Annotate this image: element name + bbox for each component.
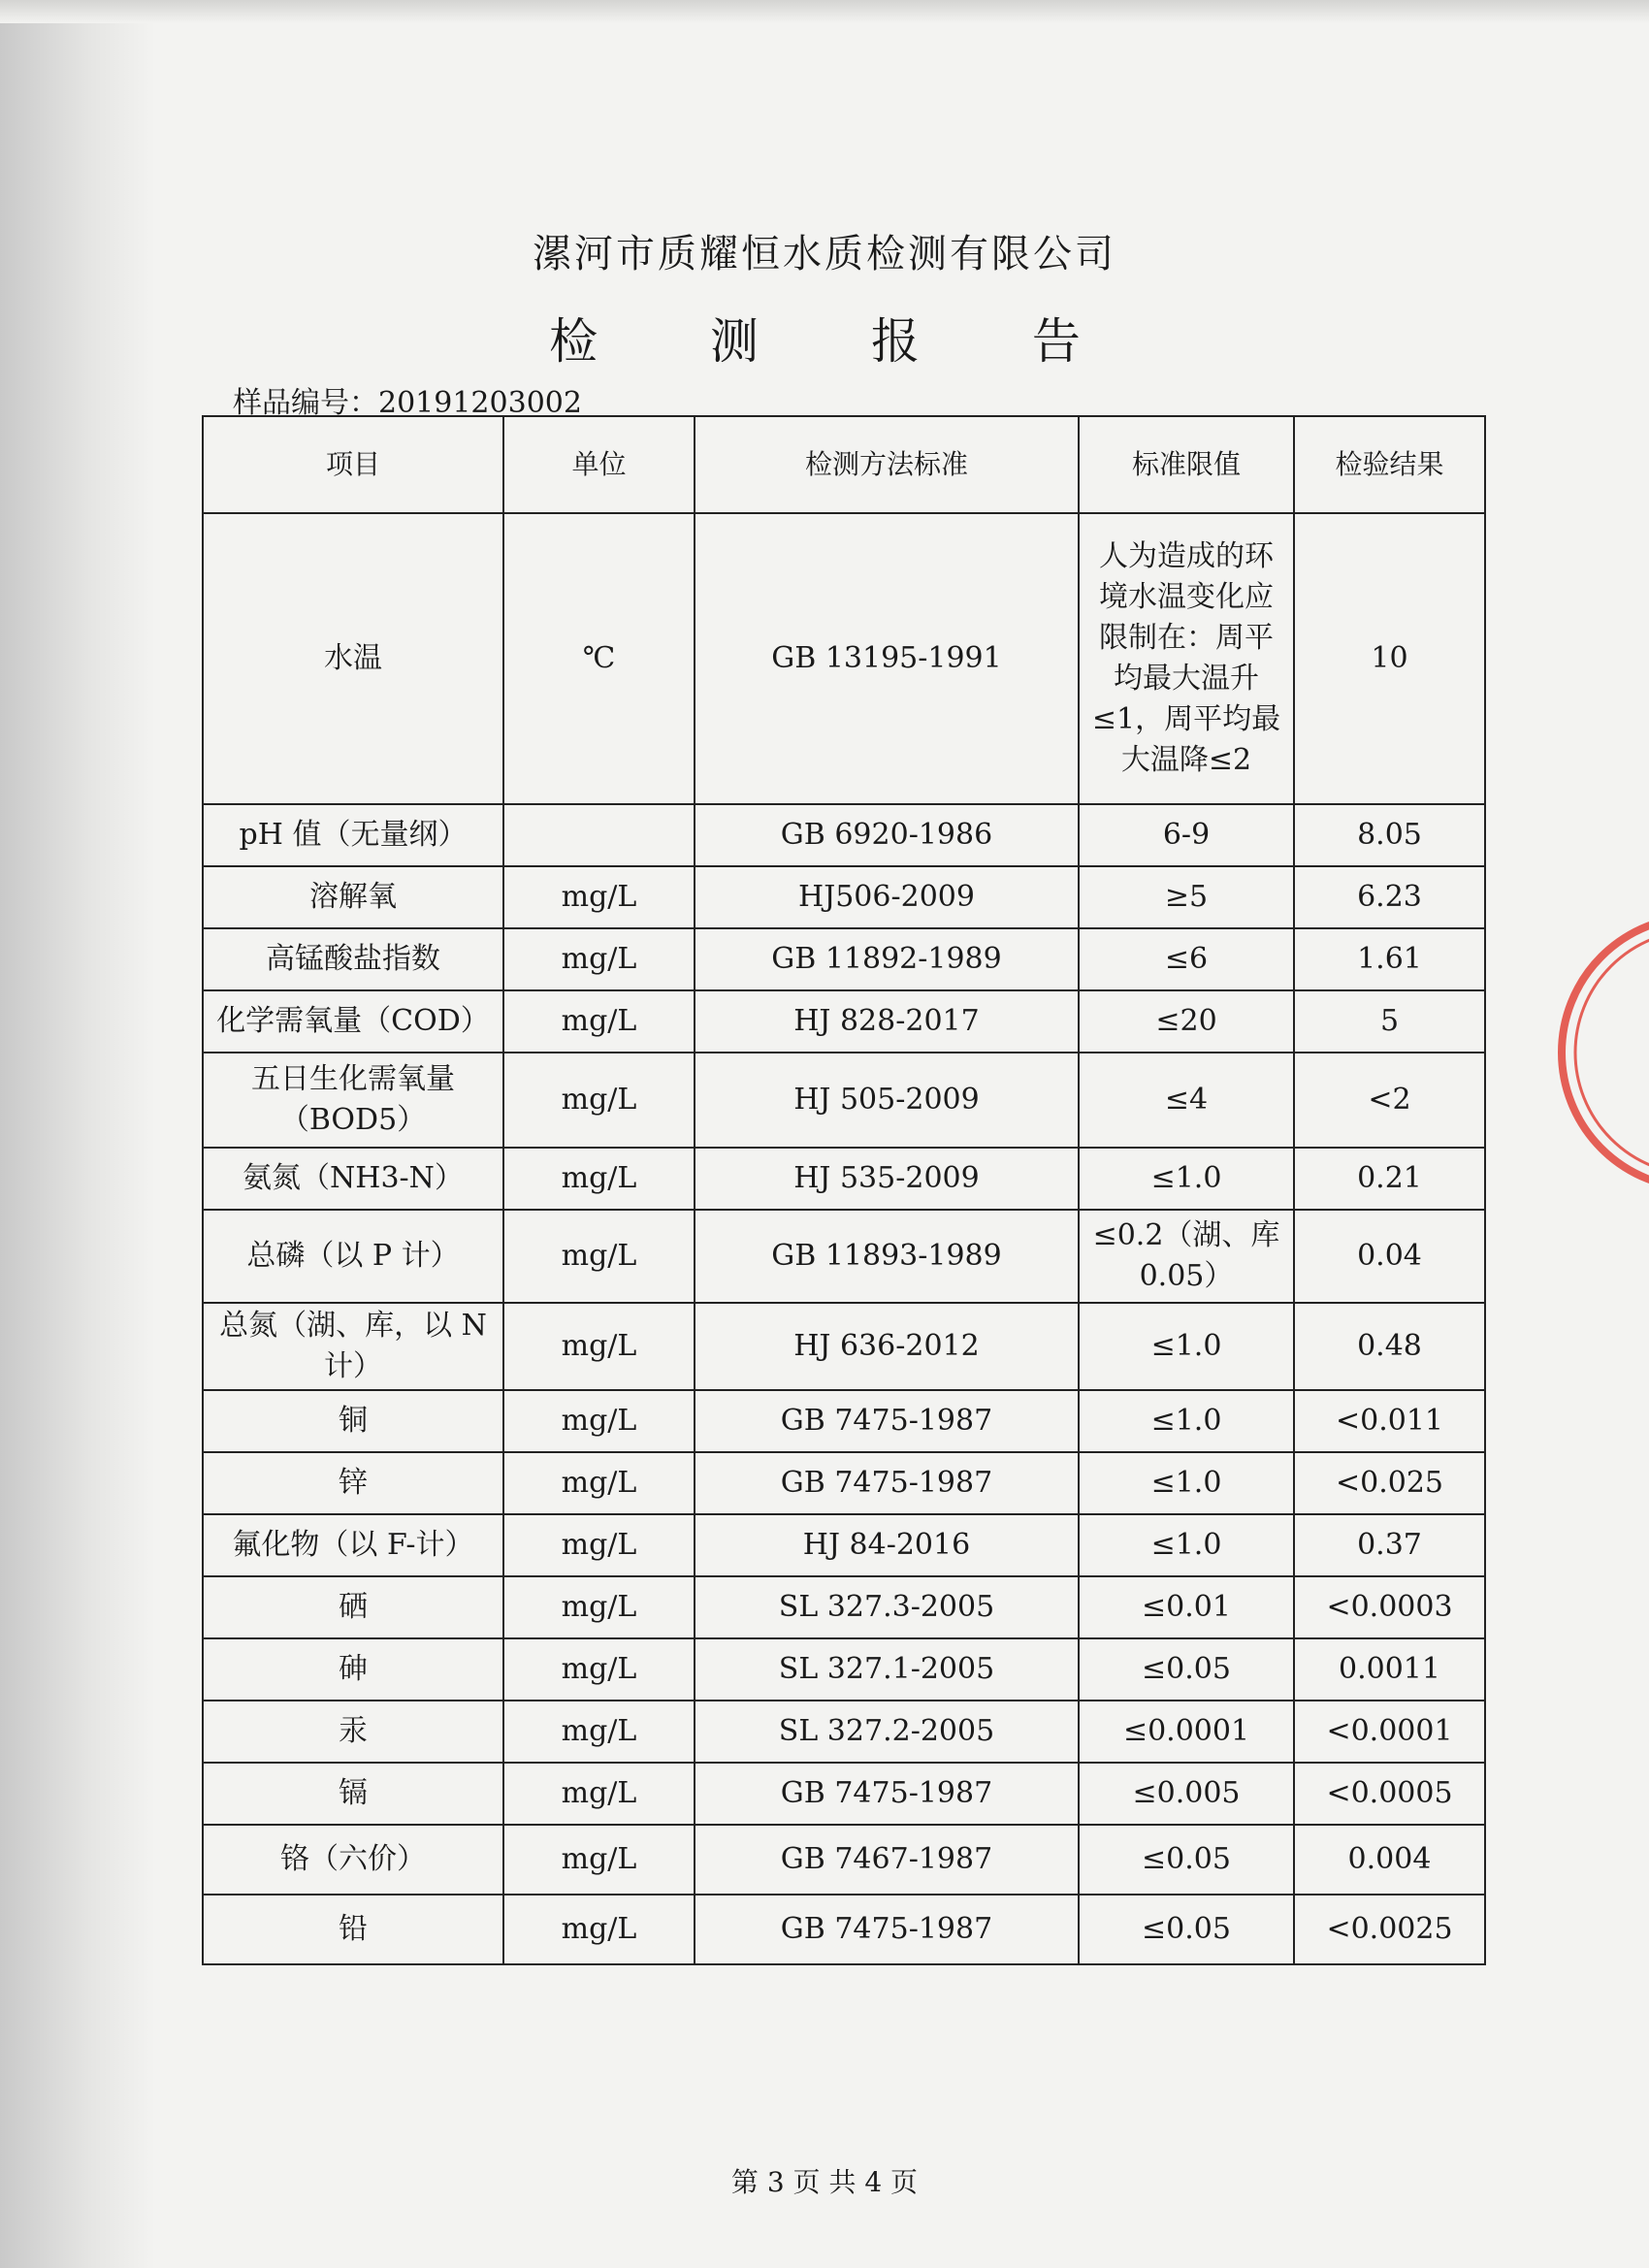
cell-limit: 6-9 xyxy=(1079,804,1294,866)
cell-method: GB 11892-1989 xyxy=(695,928,1079,990)
test-results-table xyxy=(202,415,1486,1965)
cell-result: 0.04 xyxy=(1294,1210,1485,1303)
cell-unit: mg/L xyxy=(503,1701,695,1763)
cell-limit: ≤1.0 xyxy=(1079,1303,1294,1390)
cell-item: 铅 xyxy=(203,1895,503,1964)
cell-result: 0.37 xyxy=(1294,1514,1485,1576)
table-row xyxy=(203,804,1485,866)
cell-result: 0.004 xyxy=(1294,1825,1485,1895)
cell-method: GB 11893-1989 xyxy=(695,1210,1079,1303)
cell-method: HJ 636-2012 xyxy=(695,1303,1079,1390)
cell-method: HJ 535-2009 xyxy=(695,1148,1079,1210)
cell-result: 8.05 xyxy=(1294,804,1485,866)
cell-limit: ≤1.0 xyxy=(1079,1148,1294,1210)
cell-item: 铜 xyxy=(203,1390,503,1452)
sample-number-label: 样品编号： xyxy=(233,386,378,420)
cell-result: 10 xyxy=(1294,513,1485,804)
cell-item: 高锰酸盐指数 xyxy=(203,928,503,990)
cell-item: 汞 xyxy=(203,1701,503,1763)
cell-method: HJ 505-2009 xyxy=(695,1053,1079,1148)
header-limit: 标准限值 xyxy=(1079,416,1294,513)
cell-item: 总磷（以 P 计） xyxy=(203,1210,503,1303)
table-row xyxy=(203,1638,1485,1701)
cell-limit: ≥5 xyxy=(1079,866,1294,928)
cell-unit: mg/L xyxy=(503,1825,695,1895)
cell-method: SL 327.1-2005 xyxy=(695,1638,1079,1701)
red-seal-stamp xyxy=(1552,907,1649,1198)
cell-method: GB 7475-1987 xyxy=(695,1390,1079,1452)
cell-limit: ≤0.05 xyxy=(1079,1638,1294,1701)
cell-method: HJ 828-2017 xyxy=(695,990,1079,1053)
cell-item: 溶解氧 xyxy=(203,866,503,928)
cell-limit: ≤1.0 xyxy=(1079,1514,1294,1576)
cell-item: 氨氮（NH3-N） xyxy=(203,1148,503,1210)
cell-result: <0.0005 xyxy=(1294,1763,1485,1825)
cell-unit: mg/L xyxy=(503,1638,695,1701)
table-row xyxy=(203,1210,1485,1303)
cell-method: HJ506-2009 xyxy=(695,866,1079,928)
cell-result: 1.61 xyxy=(1294,928,1485,990)
table-header-row xyxy=(203,416,1485,513)
cell-unit: mg/L xyxy=(503,1053,695,1148)
cell-limit: ≤0.005 xyxy=(1079,1763,1294,1825)
company-name: 漯河市质耀恒水质检测有限公司 xyxy=(533,232,1116,276)
table-row xyxy=(203,1514,1485,1576)
cell-method: GB 7467-1987 xyxy=(695,1825,1079,1895)
cell-limit: ≤0.0001 xyxy=(1079,1701,1294,1763)
cell-unit xyxy=(503,804,695,866)
table-row xyxy=(203,1895,1485,1964)
cell-item: 铬（六价） xyxy=(203,1825,503,1895)
table-row xyxy=(203,866,1485,928)
report-title: 检 测 报 告 xyxy=(549,313,1129,370)
cell-unit: mg/L xyxy=(503,1210,695,1303)
sample-number-value: 20191203002 xyxy=(378,386,582,420)
cell-limit: ≤1.0 xyxy=(1079,1452,1294,1514)
page-number: 第 3 页 共 4 页 xyxy=(730,2166,919,2198)
cell-method: GB 13195-1991 xyxy=(695,513,1079,804)
table-row xyxy=(203,1053,1485,1148)
cell-unit: ℃ xyxy=(503,513,695,804)
cell-item: 总氮（湖、库，以 N 计） xyxy=(203,1303,503,1390)
seal-inner-ring xyxy=(1575,930,1649,1175)
cell-result: 0.21 xyxy=(1294,1148,1485,1210)
header-item: 项目 xyxy=(203,416,503,513)
cell-limit: ≤20 xyxy=(1079,990,1294,1053)
table-row xyxy=(203,928,1485,990)
cell-item: 水温 xyxy=(203,513,503,804)
cell-method: HJ 84-2016 xyxy=(695,1514,1079,1576)
table-row xyxy=(203,1148,1485,1210)
cell-unit: mg/L xyxy=(503,1576,695,1638)
cell-result: <0.025 xyxy=(1294,1452,1485,1514)
table-row xyxy=(203,1452,1485,1514)
cell-item: 氟化物（以 F-计） xyxy=(203,1514,503,1576)
cell-limit: ≤0.2（湖、库0.05） xyxy=(1079,1210,1294,1303)
cell-result: <0.0003 xyxy=(1294,1576,1485,1638)
cell-result: 5 xyxy=(1294,990,1485,1053)
cell-result: <0.0001 xyxy=(1294,1701,1485,1763)
cell-limit: ≤1.0 xyxy=(1079,1390,1294,1452)
cell-item: 砷 xyxy=(203,1638,503,1701)
cell-unit: mg/L xyxy=(503,1148,695,1210)
cell-result: 0.0011 xyxy=(1294,1638,1485,1701)
header-method: 检测方法标准 xyxy=(695,416,1079,513)
cell-method: SL 327.2-2005 xyxy=(695,1701,1079,1763)
cell-limit: ≤0.01 xyxy=(1079,1576,1294,1638)
table-row xyxy=(203,1390,1485,1452)
scan-top-shadow xyxy=(0,0,1649,23)
cell-item: 锌 xyxy=(203,1452,503,1514)
cell-unit: mg/L xyxy=(503,1452,695,1514)
cell-unit: mg/L xyxy=(503,928,695,990)
cell-unit: mg/L xyxy=(503,1390,695,1452)
cell-unit: mg/L xyxy=(503,1303,695,1390)
table-row xyxy=(203,1576,1485,1638)
cell-item: 化学需氧量（COD） xyxy=(203,990,503,1053)
cell-method: GB 7475-1987 xyxy=(695,1895,1079,1964)
table-row xyxy=(203,1763,1485,1825)
cell-unit: mg/L xyxy=(503,1514,695,1576)
table-row xyxy=(203,1303,1485,1390)
table-row xyxy=(203,513,1485,804)
cell-limit: ≤6 xyxy=(1079,928,1294,990)
cell-item: 五日生化需氧量（BOD5） xyxy=(203,1053,503,1148)
cell-limit: ≤0.05 xyxy=(1079,1895,1294,1964)
table-row xyxy=(203,1701,1485,1763)
cell-unit: mg/L xyxy=(503,990,695,1053)
table-row xyxy=(203,990,1485,1053)
table-row xyxy=(203,1825,1485,1895)
cell-limit: ≤4 xyxy=(1079,1053,1294,1148)
cell-result: 0.48 xyxy=(1294,1303,1485,1390)
cell-method: GB 6920-1986 xyxy=(695,804,1079,866)
header-unit: 单位 xyxy=(503,416,695,513)
cell-limit: 人为造成的环境水温变化应限制在：周平均最大温升≤1，周平均最大温降≤2 xyxy=(1079,513,1294,804)
cell-item: pH 值（无量纲） xyxy=(203,804,503,866)
cell-result: <0.0025 xyxy=(1294,1895,1485,1964)
cell-item: 镉 xyxy=(203,1763,503,1825)
cell-result: 6.23 xyxy=(1294,866,1485,928)
cell-method: SL 327.3-2005 xyxy=(695,1576,1079,1638)
header-result: 检验结果 xyxy=(1294,416,1485,513)
cell-unit: mg/L xyxy=(503,1763,695,1825)
cell-unit: mg/L xyxy=(503,1895,695,1964)
cell-unit: mg/L xyxy=(503,866,695,928)
cell-method: GB 7475-1987 xyxy=(695,1763,1079,1825)
cell-method: GB 7475-1987 xyxy=(695,1452,1079,1514)
cell-result: <2 xyxy=(1294,1053,1485,1148)
cell-result: <0.011 xyxy=(1294,1390,1485,1452)
cell-limit: ≤0.05 xyxy=(1079,1825,1294,1895)
cell-item: 硒 xyxy=(203,1576,503,1638)
